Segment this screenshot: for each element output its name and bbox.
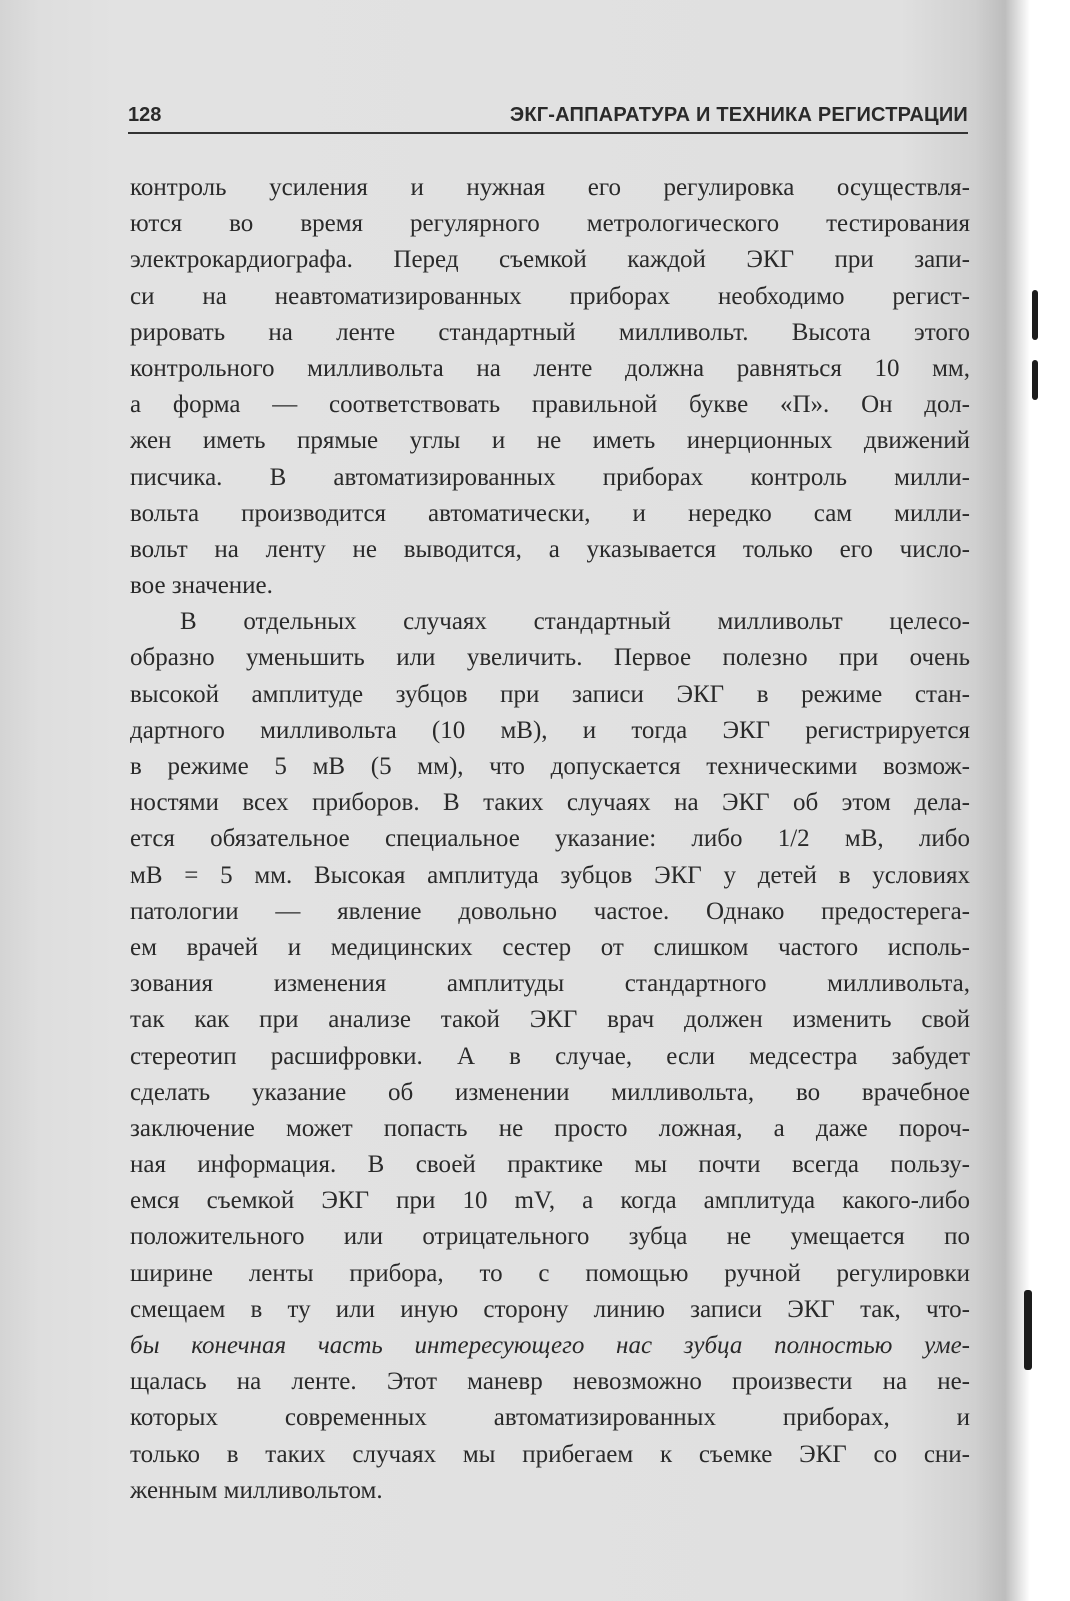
- text-line: стереотип расшифровки. А в случае, если медсестра забудет: [130, 1042, 970, 1070]
- text-line: контрольного милливольта на ленте должна равняться 10 мм,: [130, 354, 970, 382]
- text-line: образно уменьшить или увеличить. Первое полезно при очень: [130, 644, 970, 672]
- text-line: контроль усиления и нужная его регулировка осуществля-: [130, 174, 970, 201]
- text-line: патологии — явление довольно частое. Однако предостерега-: [130, 897, 970, 925]
- text-line: только в таких случаях мы прибегаем к съемке ЭКГ со сни-: [130, 1440, 970, 1468]
- text-line: вольта производится автоматически, и нередко сам милли-: [130, 499, 970, 527]
- body-text: [130, 170, 970, 1509]
- text-line: электрокардиографа. Перед съемкой каждой ЭКГ при запи-: [130, 246, 970, 274]
- page-number: 128: [128, 104, 162, 126]
- text-line: зования изменения амплитуды стандартного милливольта,: [130, 970, 970, 998]
- text-line: ширине ленты прибора, то с помощью ручной регулировки: [130, 1259, 970, 1287]
- text-line: ная информация. В своей практике мы почти всегда пользу-: [130, 1151, 970, 1179]
- text-line: а форма — соответствовать правильной букве «П». Он дол-: [130, 391, 970, 419]
- text-line: ем врачей и медицинских сестер от слишком частого исполь-: [130, 933, 970, 961]
- text-line: заключение может попасть не просто ложная, а даже пороч-: [130, 1114, 970, 1142]
- text-line: щалась на ленте. Этот маневр невозможно произвести на не-: [130, 1368, 970, 1396]
- text-line: ются во время регулярного метрологического тестирования: [130, 210, 970, 238]
- text-line: в режиме 5 мВ (5 мм), что допускается техническими возмож-: [130, 753, 970, 780]
- text-line: рировать на ленте стандартный милливольт. Высота этого: [130, 318, 970, 346]
- text-line: смещаем в ту или иную сторону линию записи ЭКГ так, что-: [130, 1295, 970, 1323]
- text-line: положительного или отрицательного зубца не умещается по: [130, 1223, 970, 1251]
- scan-edge-mark: [1032, 360, 1038, 400]
- text-line: вольт на ленту не выводится, а указывается только его число-: [130, 535, 970, 563]
- text-line: писчика. В автоматизированных приборах контроль милли-: [130, 463, 970, 491]
- text-line: емся съемкой ЭКГ при 10 mV, а когда амплитуда какого-либо: [130, 1187, 970, 1215]
- text-line: которых современных автоматизированных приборах, и: [130, 1404, 970, 1432]
- text-line: ностями всех приборов. В таких случаях на ЭКГ об этом дела-: [130, 789, 970, 817]
- scan-edge-mark: [1024, 1290, 1032, 1370]
- text-line: женным милливольтом.: [130, 1476, 383, 1504]
- text-line: ется обязательное специальное указание: либо 1/2 мВ, либо: [130, 825, 970, 853]
- page-header: [128, 100, 968, 134]
- text-line: мВ = 5 мм. Высокая амплитуда зубцов ЭКГ у детей в условиях: [130, 861, 970, 889]
- text-line: вое значение.: [130, 572, 273, 600]
- scan-edge-mark: [1032, 290, 1038, 340]
- text-line: жен иметь прямые углы и не иметь инерционных движений: [130, 427, 970, 455]
- running-title: ЭКГ-АППАРАТУРА И ТЕХНИКА РЕГИСТРАЦИИ: [509, 104, 968, 126]
- text-line: сделать указание об изменении милливольта, во врачебное: [130, 1078, 970, 1106]
- text-line: дартного милливольта (10 мВ), и тогда ЭКГ регистрируется: [130, 716, 970, 744]
- text-line: высокой амплитуде зубцов при записи ЭКГ в режиме стан-: [130, 680, 970, 708]
- text-line: В отдельных случаях стандартный милливольт целесо-: [180, 608, 970, 636]
- text-line: бы конечная часть интересующего нас зубца полностью уме-: [130, 1332, 970, 1359]
- text-line: си на неавтоматизированных приборах необходимо регист-: [130, 282, 970, 310]
- text-line: так как при анализе такой ЭКГ врач должен изменить свой: [130, 1006, 970, 1034]
